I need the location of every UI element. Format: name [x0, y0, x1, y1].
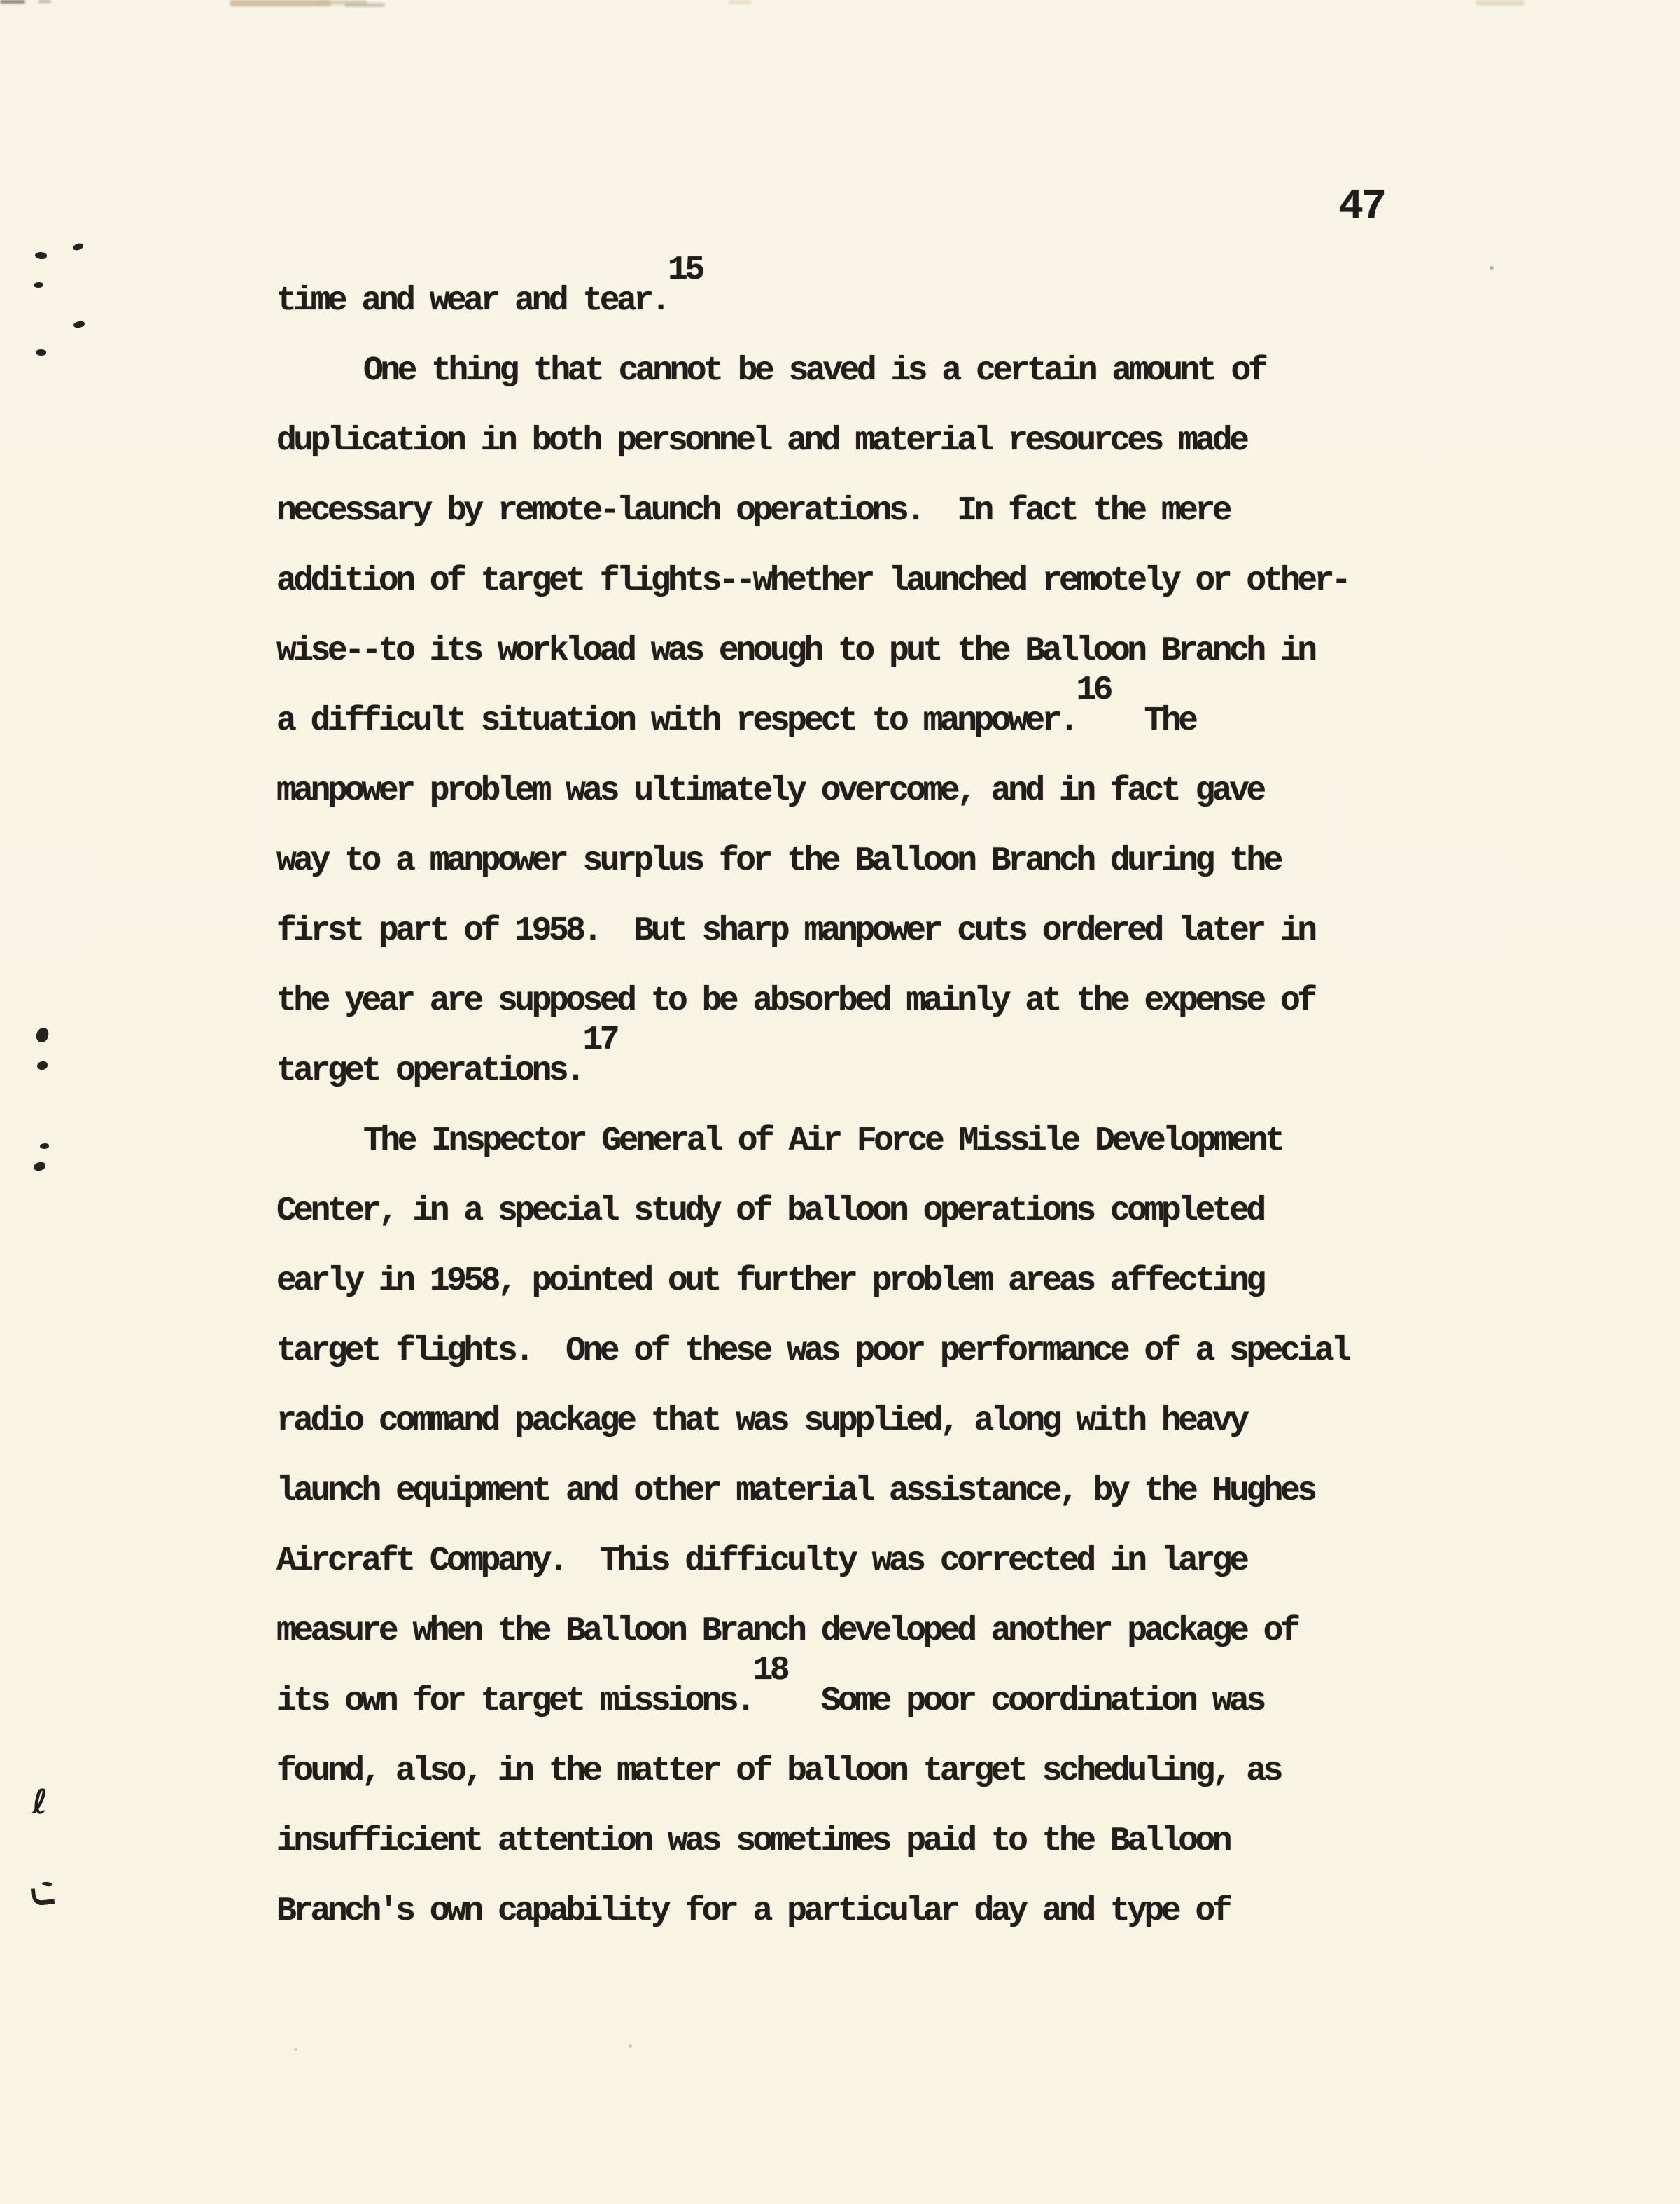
line-text: its own for target missions. [276, 1682, 753, 1720]
typed-line [276, 1806, 1536, 1876]
typed-line [276, 476, 1536, 546]
scan-dot [294, 2048, 298, 2051]
ink-speck [34, 282, 43, 288]
line-text: The Inspector General of Air Force Missile Development [363, 1122, 1282, 1160]
typed-line [276, 826, 1536, 896]
scan-smudge [728, 0, 752, 4]
line-text: Center, in a special study of balloon operations completed [276, 1192, 1264, 1230]
typed-text-block [276, 251, 1536, 1946]
typed-line [276, 1176, 1536, 1246]
typed-line [276, 406, 1536, 476]
typed-line [276, 251, 1536, 336]
typed-line [276, 1316, 1536, 1386]
typed-line [276, 616, 1536, 686]
line-text: necessary by remote-launch operations. In fact the mere [276, 492, 1230, 530]
scan-dot [1490, 266, 1494, 270]
line-text: addition of target flights--whether launched remotely or other- [276, 562, 1349, 600]
line-text: wise--to its workload was enough to put the Balloon Branch in [276, 632, 1315, 670]
typed-line [276, 546, 1536, 616]
scan-smudge [1476, 0, 1525, 6]
ink-speck [40, 1143, 49, 1149]
footnote-superscript: 16 [1076, 671, 1110, 709]
typed-line [276, 1652, 1536, 1736]
scan-smudge [38, 0, 51, 3]
line-text: Branch's own capability for a particular day and type of [276, 1892, 1230, 1930]
stray-curve-mark [31, 1886, 55, 1906]
line-text: the year are supposed to be absorbed mainly at the expense of [276, 982, 1315, 1020]
typed-line [276, 1876, 1536, 1946]
typed-line [276, 1386, 1536, 1456]
stray-script-mark: ℓ [32, 1783, 48, 1822]
scan-smudge [344, 3, 385, 7]
ink-speck [72, 242, 84, 251]
line-text: The [1110, 702, 1196, 740]
page-number: 47 [1338, 183, 1385, 231]
ink-speck [36, 349, 47, 356]
line-text: measure when the Balloon Branch developed another package of [276, 1612, 1298, 1650]
line-text: early in 1958, pointed out further problem areas affecting [276, 1262, 1264, 1300]
line-text: first part of 1958. But sharp manpower cuts ordered later in [276, 912, 1315, 950]
line-text: insufficient attention was sometimes paid to the Balloon [276, 1822, 1230, 1860]
typed-line [276, 1021, 1536, 1106]
ink-speck [73, 321, 85, 328]
typed-line [276, 1596, 1536, 1666]
ink-speck [35, 1027, 49, 1044]
line-text: manpower problem was ultimately overcome, and in fact gave [276, 772, 1264, 810]
scan-smudge [0, 0, 25, 4]
footnote-superscript: 15 [668, 251, 702, 289]
line-text: found, also, in the matter of balloon target scheduling, as [276, 1752, 1280, 1790]
ink-speck [37, 1061, 48, 1070]
typed-line [276, 1736, 1536, 1806]
ink-speck [34, 251, 47, 260]
typed-line [276, 756, 1536, 826]
footnote-superscript: 17 [582, 1021, 617, 1059]
scan-smudge [230, 0, 331, 6]
typed-line [276, 966, 1536, 1036]
line-text: Aircraft Company. This difficulty was corrected in large [276, 1542, 1247, 1580]
typed-line [276, 336, 1536, 406]
line-text: One thing that cannot be saved is a certain amount of [363, 352, 1266, 390]
line-text: target flights. One of these was poor performance of a special [276, 1332, 1349, 1370]
typed-line [276, 1106, 1536, 1176]
line-text: target operations. [276, 1052, 583, 1090]
footnote-superscript: 18 [752, 1652, 788, 1689]
typed-line [276, 896, 1536, 966]
line-text: launch equipment and other material assistance, by the Hughes [276, 1472, 1315, 1510]
typed-line [276, 671, 1536, 756]
typed-line [276, 1526, 1536, 1596]
line-text: Some poor coordination was [787, 1682, 1264, 1720]
line-text: a difficult situation with respect to manpower. [276, 702, 1077, 740]
typed-line [276, 1456, 1536, 1526]
line-text: way to a manpower surplus for the Balloon Branch during the [276, 842, 1280, 880]
line-text: duplication in both personnel and material resources made [276, 422, 1247, 460]
line-text: time and wear and tear. [276, 282, 668, 320]
ink-speck [33, 1162, 46, 1172]
scan-dot [629, 2044, 632, 2048]
line-text: radio command package that was supplied, along with heavy [276, 1402, 1247, 1440]
typed-line [276, 1246, 1536, 1316]
